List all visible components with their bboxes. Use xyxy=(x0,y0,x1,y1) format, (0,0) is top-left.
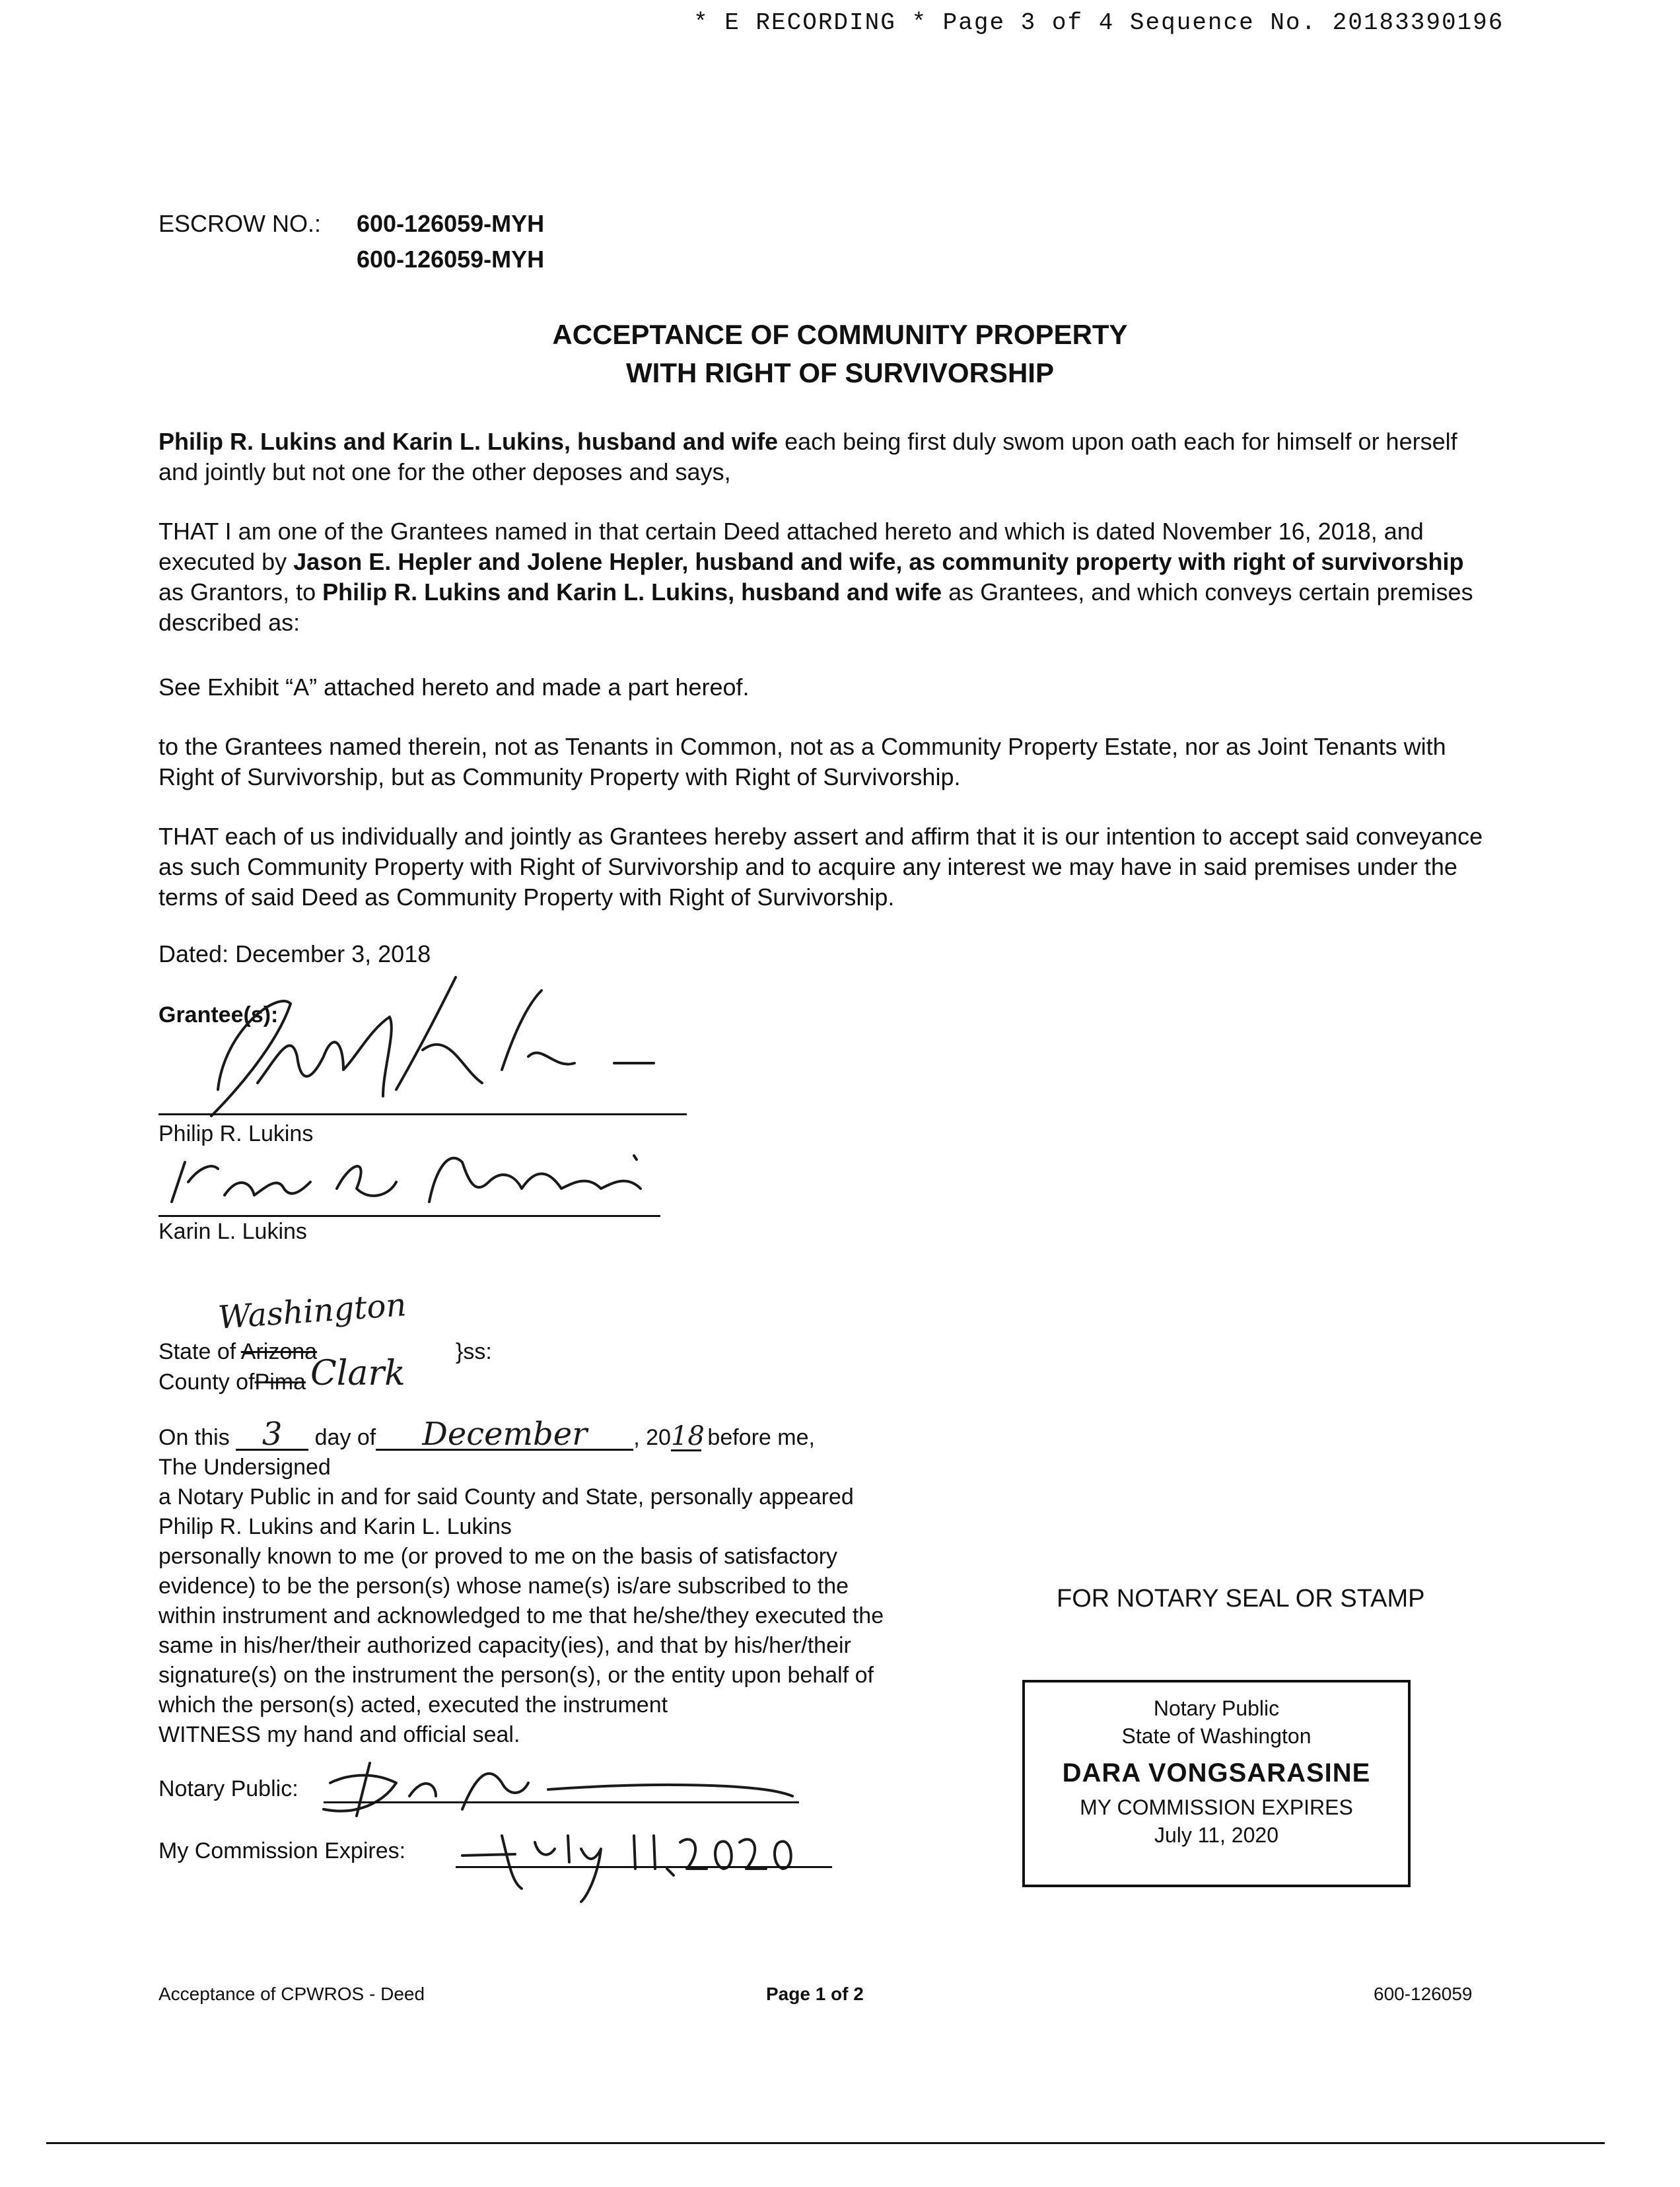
document-title xyxy=(0,316,1680,392)
county-struck-text: Pima xyxy=(254,1370,306,1395)
year-prefix: , 20 xyxy=(633,1425,671,1450)
escrow-number-2: 600-126059-MYH xyxy=(357,246,545,273)
stamp-line-3: MY COMMISSION EXPIRES xyxy=(1080,1795,1353,1819)
commission-signature-line xyxy=(456,1866,832,1868)
grantees-label: Grantee(s): xyxy=(158,1002,279,1027)
stamp-caption: FOR NOTARY SEAL OR STAMP xyxy=(1057,1585,1425,1613)
ack-line: same in his/her/their authorized capacity(ies), and that by his/her/their xyxy=(158,1633,851,1658)
ack-line: evidence) to be the person(s) whose name(s) is/are subscribed to the xyxy=(158,1574,849,1599)
notary-signature-line xyxy=(324,1801,799,1803)
ack-line: which the person(s) acted, executed the instrument xyxy=(158,1692,668,1718)
stamp-line-4: July 11, 2020 xyxy=(1154,1823,1278,1847)
paragraph-deponents-text: each being first duly swom upon oath each for himself or herself and jointly but not one for the other deposes and says, xyxy=(158,428,1457,485)
commission-label: My Commission Expires: xyxy=(158,1838,406,1863)
dated-line: Dated: December 3, 2018 xyxy=(158,940,431,967)
day-field: 3 xyxy=(236,1420,308,1451)
handwritten-county: Clark xyxy=(310,1354,405,1393)
footer-page-number: Page 1 of 2 xyxy=(766,1984,864,2004)
escrow-label: ESCROW NO.: xyxy=(158,210,322,237)
ack-line: Philip R. Lukins and Karin L. Lukins xyxy=(158,1514,512,1539)
day-of-label: day of xyxy=(314,1425,376,1450)
acknowledgment-block xyxy=(158,1416,1017,1750)
on-this-label: On this xyxy=(158,1425,230,1450)
deed-text-3: as Grantees, and which conveys certain premises described as: xyxy=(158,578,1473,636)
stamp-line-1: Notary Public xyxy=(1153,1696,1280,1720)
state-label: State of xyxy=(158,1339,236,1364)
notary-public-row xyxy=(158,1776,298,1802)
footer-file-number: 600-126059 xyxy=(1374,1984,1473,2004)
grantee-1-signature-stroke xyxy=(211,977,654,1116)
grantee-2-signature-line xyxy=(158,1215,660,1217)
escrow-row-2 xyxy=(158,242,544,277)
ack-line: The Undersigned xyxy=(158,1455,331,1480)
ack-line: signature(s) on the instrument the person(s), or the entity upon behalf of xyxy=(158,1663,874,1688)
ss-marker: }ss: xyxy=(456,1339,492,1364)
paragraph-tenancy: to the Grantees named therein, not as Tenants in Common, not as a Community Property Estate, nor as Joint Tenants with Right of Survivorship, but as Community Property with Right of Survivorship. xyxy=(158,733,1446,790)
stamp-notary-name: DARA VONGSARASINE xyxy=(1062,1758,1371,1788)
ack-line: WITNESS my hand and official seal. xyxy=(158,1722,520,1747)
paragraph-deed xyxy=(158,516,1486,638)
notary-public-label: Notary Public: xyxy=(158,1776,298,1801)
title-line-2: WITH RIGHT OF SURVIVORSHIP xyxy=(626,357,1054,388)
grantee-2-signature-stroke xyxy=(172,1156,641,1202)
bottom-rule xyxy=(46,2142,1605,2144)
paragraph-affirmation: THAT each of us individually and jointly as Grantees hereby assert and affirm that it is our intention to accept said conveyance as such Community Property with Right of Survivorship and to acquire any interest we may have in said premises under the terms of said Deed as Community Property with Right of Survivorship. xyxy=(158,823,1483,911)
escrow-block xyxy=(158,206,544,277)
paragraph-exhibit: See Exhibit “A” attached hereto and made a part hereof. xyxy=(158,674,750,701)
paragraph-deponents xyxy=(158,427,1486,487)
grantee-2-name: Karin L. Lukins xyxy=(158,1219,307,1244)
title-line-1: ACCEPTANCE OF COMMUNITY PROPERTY xyxy=(552,319,1128,350)
ack-line: personally known to me (or proved to me on the basis of satisfactory xyxy=(158,1544,838,1569)
escrow-row-1 xyxy=(158,206,544,242)
escrow-number-1: 600-126059-MYH xyxy=(357,210,545,237)
county-label: County of xyxy=(158,1370,255,1395)
state-line xyxy=(158,1339,317,1365)
commission-date-handwriting-stroke xyxy=(462,1836,791,1902)
before-me-label: before me, xyxy=(701,1425,815,1450)
recording-header: * E RECORDING * Page 3 of 4 Sequence No. 20183390196 xyxy=(693,9,1504,36)
footer-doc-name: Acceptance of CPWROS - Deed xyxy=(158,1984,425,2004)
stamp-line-2: State of Washington xyxy=(1121,1724,1312,1748)
deed-text-1: THAT I am one of the Grantees named in that certain Deed attached hereto and which is dated November 16, 2018, and executed by xyxy=(158,518,1424,575)
state-struck-text: Arizona xyxy=(240,1339,318,1364)
grantor-names-bold: Jason E. Hepler and Jolene Hepler, husband and wife, as community property with right of survivorship xyxy=(293,548,1464,575)
year-field: 18 xyxy=(670,1421,705,1451)
ack-line: within instrument and acknowledged to me that he/she/they executed the xyxy=(158,1603,884,1628)
grantee-names-bold: Philip R. Lukins and Karin L. Lukins, husband and wife xyxy=(158,428,779,455)
handwritten-state: Washington xyxy=(217,1286,408,1336)
commission-row xyxy=(158,1838,405,1864)
grantee-1-signature-line xyxy=(158,1113,687,1115)
county-line xyxy=(158,1370,306,1395)
deed-text-2: as Grantors, to xyxy=(158,578,323,606)
grantee-names-bold-2: Philip R. Lukins and Karin L. Lukins, husband and wife xyxy=(322,578,942,606)
notary-signature-stroke xyxy=(324,1763,792,1816)
notary-stamp xyxy=(1022,1680,1411,1887)
on-this-line xyxy=(158,1416,1017,1453)
ack-line: a Notary Public in and for said County and State, personally appeared xyxy=(158,1484,854,1510)
grantee-1-name: Philip R. Lukins xyxy=(158,1121,314,1146)
month-field: December xyxy=(376,1420,633,1451)
